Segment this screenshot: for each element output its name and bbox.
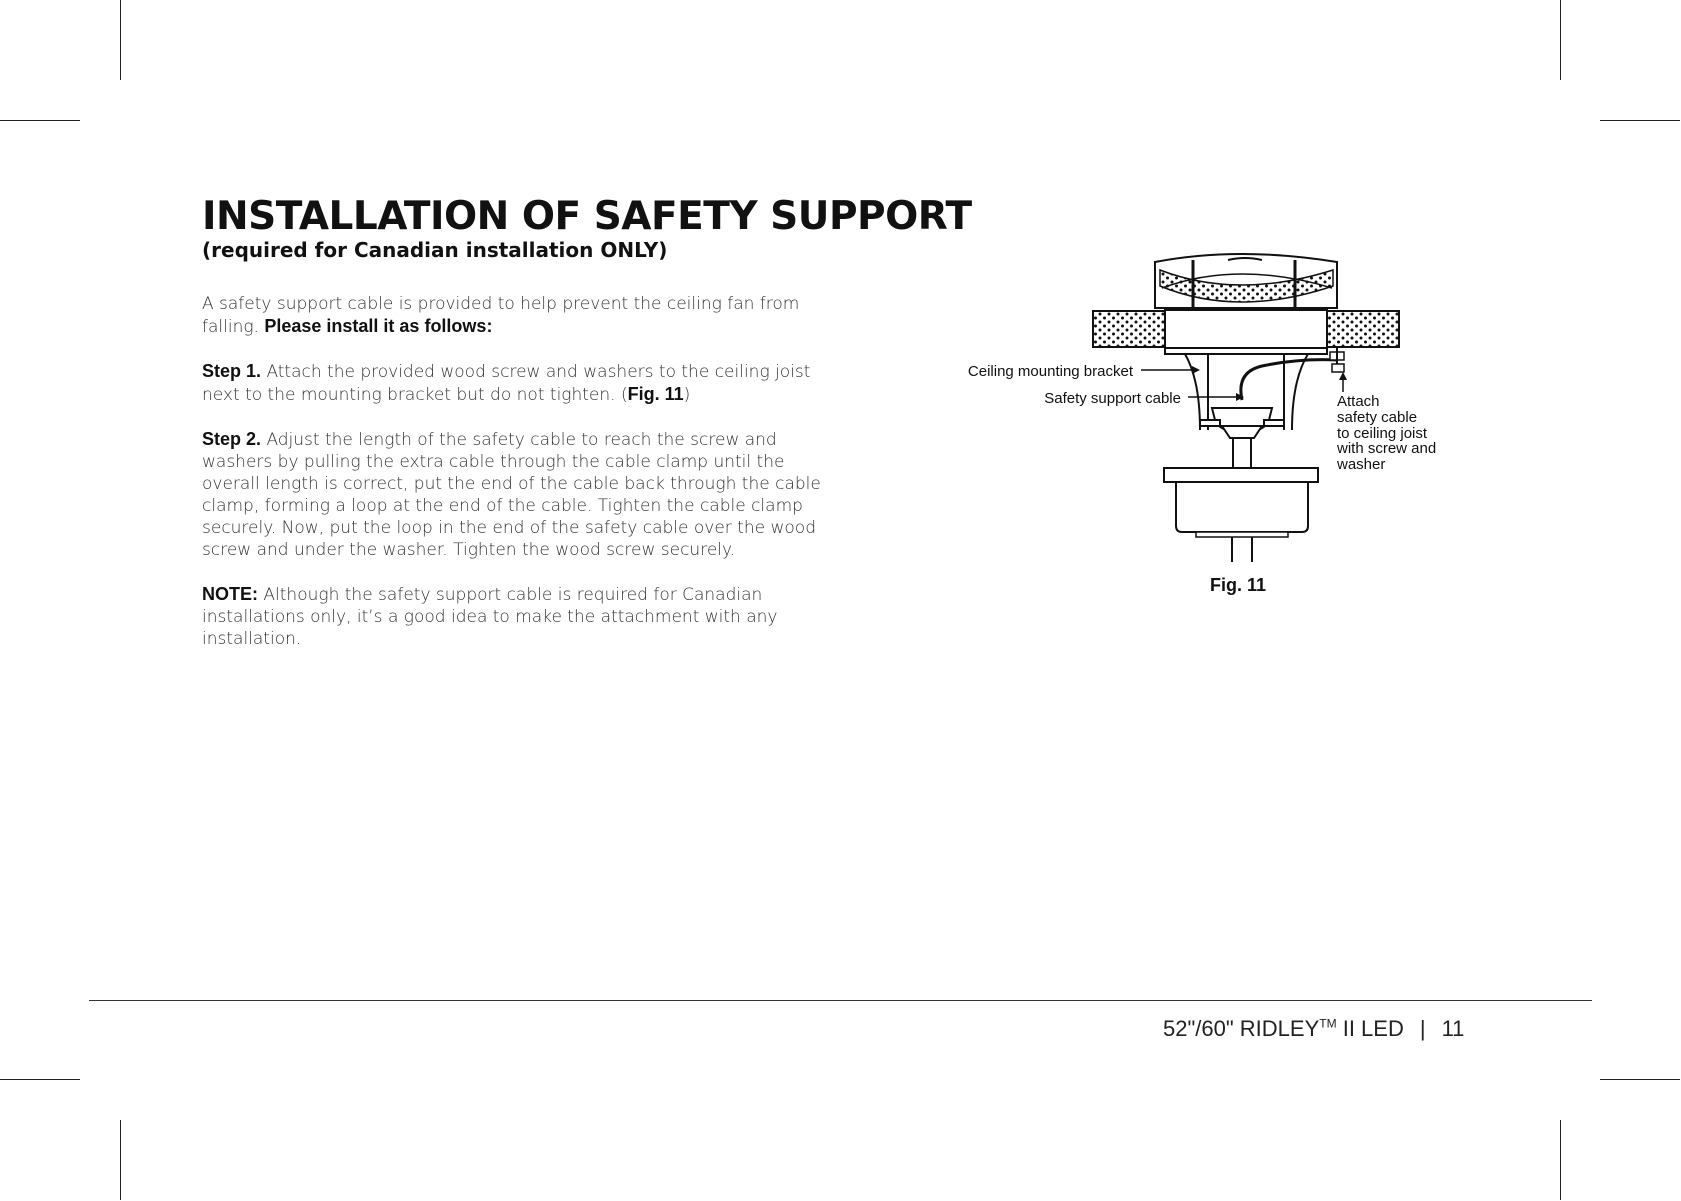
page-title: INSTALLATION OF SAFETY SUPPORT: [202, 194, 972, 239]
intro-emphasis: Please install it as follows:: [264, 316, 493, 336]
label-attach-line: with screw and: [1337, 440, 1437, 457]
note-text: Although the safety support cable is required for Canadian installations only, it’s a good idea to make the attachment with any installation.: [202, 585, 778, 649]
footer-product-suffix: II LED: [1336, 1016, 1404, 1041]
motor-housing-top: [1164, 468, 1318, 482]
step-1-after: ): [683, 385, 691, 405]
safety-cable: [1241, 360, 1338, 400]
label-attach-line: safety cable: [1337, 409, 1418, 426]
page-subtitle: (required for Canadian installation ONLY): [202, 238, 668, 262]
figure-caption: Fig. 11: [1209, 575, 1267, 595]
label-attach-line: Attach: [1337, 393, 1380, 410]
ceiling-joist-right: [1327, 311, 1399, 347]
step-1-label: Step 1.: [202, 361, 262, 381]
step-2-label: Step 2.: [202, 429, 262, 449]
note-label: NOTE:: [202, 584, 258, 604]
label-attach-line: washer: [1337, 456, 1386, 473]
ceiling-joist-left: [1093, 311, 1167, 347]
intro-text: A safety support cable is provided to help prevent the ceiling fan from falling.: [202, 294, 800, 337]
label-safety-support-cable: Safety support cable: [1044, 390, 1181, 407]
label-attach-line: to ceiling joist: [1337, 425, 1428, 442]
motor-housing: [1176, 482, 1308, 532]
footer-separator: |: [1419, 1016, 1426, 1041]
trademark-mark: TM: [1319, 1016, 1337, 1031]
downrod: [1233, 438, 1251, 468]
label-ceiling-mounting-bracket: Ceiling mounting bracket: [967, 363, 1133, 380]
page-number: 11: [1441, 1016, 1465, 1041]
step-2-text: Adjust the length of the safety cable to reach the screw and washers by pulling the extra cable through the cable clamp until the overall length is correct, put the end of the cable back through the cable clamp, forming a loop at the end of the cable. Tighten the cable clamp securely. Now, put the loop in the end of the safety cable over the wood screw and under the washer. Tighten the wood screw securely.: [202, 430, 821, 560]
mounting-bracket: [1165, 310, 1327, 348]
footer-divider: [89, 1000, 1592, 1001]
page-footer: [1163, 1016, 1464, 1042]
step-1-text: Attach the provided wood screw and washers to the ceiling joist next to the mounting bracket but do not tighten. (: [202, 362, 811, 405]
step-1-figure-ref: Fig. 11: [627, 384, 684, 404]
footer-product: 52"/60" RIDLEY: [1163, 1016, 1320, 1041]
